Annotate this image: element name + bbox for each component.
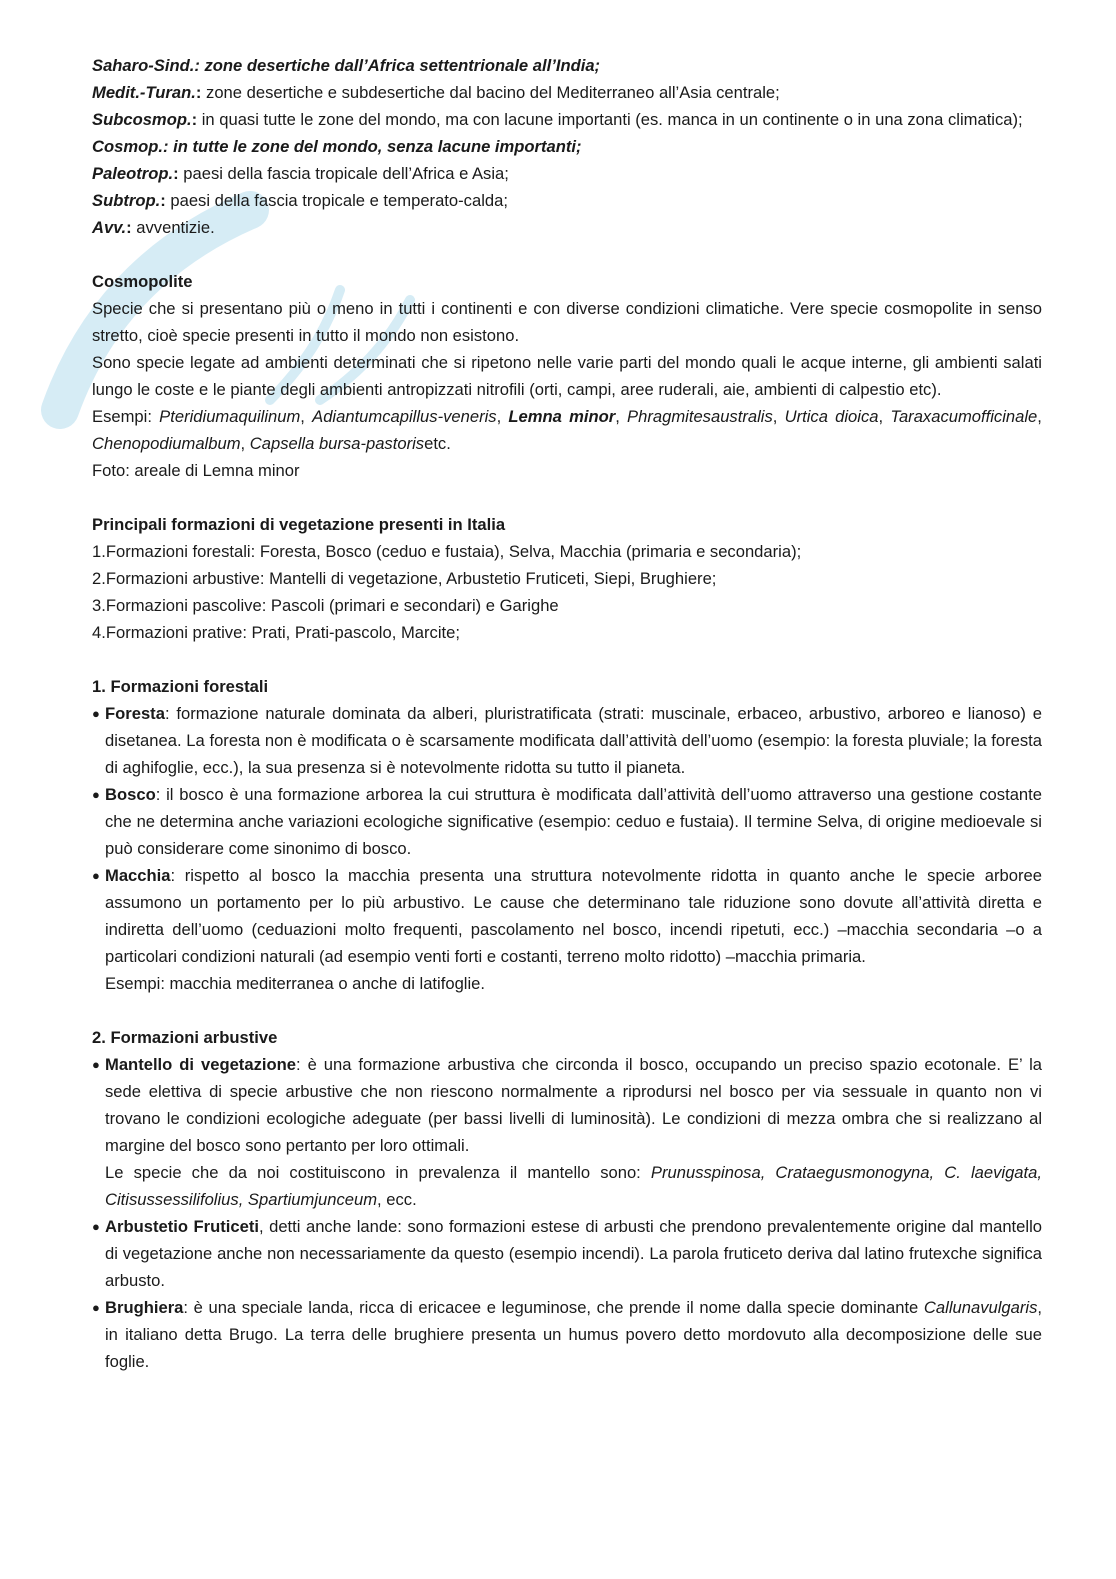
chorotype-description: in quasi tutte le zone del mondo, ma con lacune importanti (es. manca in un continente o in una zona climatica); (201, 110, 1023, 129)
species-name: Phragmitesaustralis (627, 407, 773, 426)
chorotype-line: Avv.: avventizie. (92, 218, 215, 237)
chorotype-line: Cosmop.: in tutte le zone del mondo, senza lacune importanti; (92, 137, 582, 156)
chorotype-line: Subcosmop.: in quasi tutte le zone del mondo, ma con lacune importanti (es. manca in un continente o in una zona climatica); (92, 110, 1023, 129)
species-name: Urtica dioica (784, 407, 879, 426)
arbustive-list (92, 1051, 1042, 1159)
chorotype-abbr: Cosmop. (92, 137, 163, 156)
section-heading-arbustive: 2. Formazioni arbustive (92, 1028, 278, 1047)
chorotype-description: paesi della fascia tropicale e temperato-calda; (170, 191, 508, 210)
species-name: Lemna minor (508, 407, 616, 426)
species-name: Adiantumcapillus-veneris (312, 407, 497, 426)
section-heading-principali: Principali formazioni di vegetazione presenti in Italia (92, 515, 506, 534)
macchia-examples: Esempi: macchia mediterranea o anche di latifoglie. (105, 974, 486, 993)
list-item-macchia: ● Macchia: rispetto al bosco la macchia presenta una struttura notevolmente ridotta in quanto anche le specie arboree assumono un portamento per lo più arbustivo. Le cause che determinano tale riduzione sono dovute all’attività diretta e indiretta dell’uomo (ceduazioni molto frequenti, pascolamento nel bosco, incendi ripetuti, ecc.) –macchia secondaria –o a particolari condizioni naturali (ad esempio venti forti e costanti, terreno molto ridotto) –macchia primaria. (92, 862, 1042, 970)
photo-caption: Foto: areale di Lemna minor (92, 461, 300, 480)
chorotype-abbr: Paleotrop. (92, 164, 174, 183)
species-name: Capsella bursa-pastoris (249, 434, 425, 453)
chorotype-abbr: Subtrop. (92, 191, 161, 210)
chorotype-description: in tutte le zone del mondo, senza lacune importanti; (173, 137, 582, 156)
list-item-arbusteti: ● Arbustetio Fruticeti, detti anche lande: sono formazioni estese di arbusti che prendono prevalentemente origine dal mantello di vegetazione anche non necessariamente da questo (esempio incendi). La parola fruticeto deriva dal latino frutexche significa arbusto. (92, 1213, 1042, 1294)
chorotype-description: zone desertiche e subdesertiche dal bacino del Mediterraneo all’Asia centrale; (206, 83, 780, 102)
bullet-icon: ● (92, 868, 100, 883)
chorotype-abbr: Avv. (92, 218, 127, 237)
list-item-mantello: ● Mantello di vegetazione: è una formazione arbustiva che circonda il bosco, occupando un preciso spazio ecotonale. E’ la sede elettiva di specie arbustive che non riescono normalmente a riprodursi nel bosco per via sessuale in quanto non vi trovano le condizioni ecologiche adeguate (per bassi livelli di luminosità). Le condizioni di mezza ombra che si realizzano al margine del bosco sono pertanto per loro ottimali. (92, 1051, 1042, 1159)
list-item: 1.Formazioni forestali: Foresta, Bosco (ceduo e fustaia), Selva, Macchia (primaria e secondaria); (92, 542, 802, 561)
bullet-icon: ● (92, 787, 100, 802)
chorotype-line: Medit.-Turan.: zone desertiche e subdesertiche dal bacino del Mediterraneo all’Asia centrale; (92, 83, 780, 102)
mantello-species-paragraph: Le specie che da noi costituiscono in prevalenza il mantello sono: Prunusspinosa, Crataegusmonogyna, C. laevigata, Citisussessilifolius, Spartiumjunceum, ecc. (105, 1163, 1042, 1209)
list-item-foresta: ● Foresta: formazione naturale dominata da alberi, pluristratificata (strati: muscinale, erbaceo, arbustivo, arboreo e lianoso) e disetanea. La foresta non è modificata o è scarsamente modificata dall’attività dell’uomo (esempio: la foresta pluviale; la foresta di aghifoglie, ecc.), la sua presenza si è notevolmente ridotta su tutto il pianeta. (92, 700, 1042, 781)
species-name: Taraxacumofficinale (890, 407, 1038, 426)
species-name: Pteridiumaquilinum (159, 407, 301, 426)
chorotype-description: zone desertiche dall’Africa settentrionale all’India; (204, 56, 601, 75)
list-item: 4.Formazioni prative: Prati, Prati-pascolo, Marcite; (92, 623, 460, 642)
list-item-brughiera: ● Brughiera: è una speciale landa, ricca di ericacee e leguminose, che prende il nome dalla specie dominante Callunavulgaris, in italiano detta Brugo. La terra delle brughiere presenta un humus povero detto mordovuto alla decomposizione delle sue foglie. (92, 1294, 1042, 1375)
bullet-icon: ● (92, 1057, 100, 1072)
chorotype-abbr: Subcosmop. (92, 110, 192, 129)
species-name: Prunusspinosa, Crataegusmonogyna, C. laevigata, Citisussessilifolius, Spartiumjunceum (105, 1163, 1042, 1209)
section-heading-forestali: 1. Formazioni forestali (92, 677, 269, 696)
bullet-icon: ● (92, 1219, 100, 1234)
list-item-bosco: ● Bosco: il bosco è una formazione arborea la cui struttura è modificata dall’attività dell’uomo attraverso una gestione costante che ne determina anche variazioni ecologiche significative (esempio: ceduo e fustaia). Il termine Selva, di origine medioevale si può considerare come sinonimo di bosco. (92, 781, 1042, 862)
chorotype-line: Paleotrop.: paesi della fascia tropicale dell’Africa e Asia; (92, 164, 509, 183)
bullet-icon: ● (92, 706, 100, 721)
arbustive-list-continued (92, 1213, 1042, 1375)
paragraph: Specie che si presentano più o meno in tutti i continenti e con diverse condizioni climatiche. Vere specie cosmopolite in senso stretto, cioè specie presenti in tutto il mondo non esistono. (92, 299, 1042, 345)
chorotype-description: avventizie. (136, 218, 215, 237)
chorotype-abbr: Medit.-Turan. (92, 83, 196, 102)
paragraph: Sono specie legate ad ambienti determinati che si ripetono nelle varie parti del mondo quali le acque interne, gli ambienti salati lungo le coste e le piante degli ambienti antropizzati nitrofili (orti, campi, aree ruderali, aie, ambienti di calpestio etc). (92, 353, 1042, 399)
species-name: Chenopodiumalbum (92, 434, 241, 453)
document-page (92, 52, 1042, 1375)
chorotype-line: Saharo-Sind.: zone desertiche dall’Africa settentrionale all’India; (92, 56, 601, 75)
species-name: Callunavulgaris (923, 1298, 1038, 1317)
list-item: 2.Formazioni arbustive: Mantelli di vegetazione, Arbustetio Fruticeti, Siepi, Brughiere; (92, 569, 717, 588)
chorotype-list (92, 52, 1042, 241)
section-heading-cosmopolite: Cosmopolite (92, 272, 193, 291)
chorotype-description: paesi della fascia tropicale dell’Africa e Asia; (183, 164, 509, 183)
chorotype-abbr: Saharo-Sind. (92, 56, 195, 75)
list-item: 3.Formazioni pascolive: Pascoli (primari e secondari) e Garighe (92, 596, 559, 615)
forestali-list (92, 700, 1042, 970)
chorotype-line: Subtrop.: paesi della fascia tropicale e temperato-calda; (92, 191, 508, 210)
bullet-icon: ● (92, 1300, 100, 1315)
examples-paragraph: Esempi: Pteridiumaquilinum, Adiantumcapillus-veneris, Lemna minor, Phragmitesaustralis, Urtica dioica, Taraxacumofficinale, Chenopodiumalbum, Capsella bursa-pastorisetc. (92, 407, 1042, 453)
